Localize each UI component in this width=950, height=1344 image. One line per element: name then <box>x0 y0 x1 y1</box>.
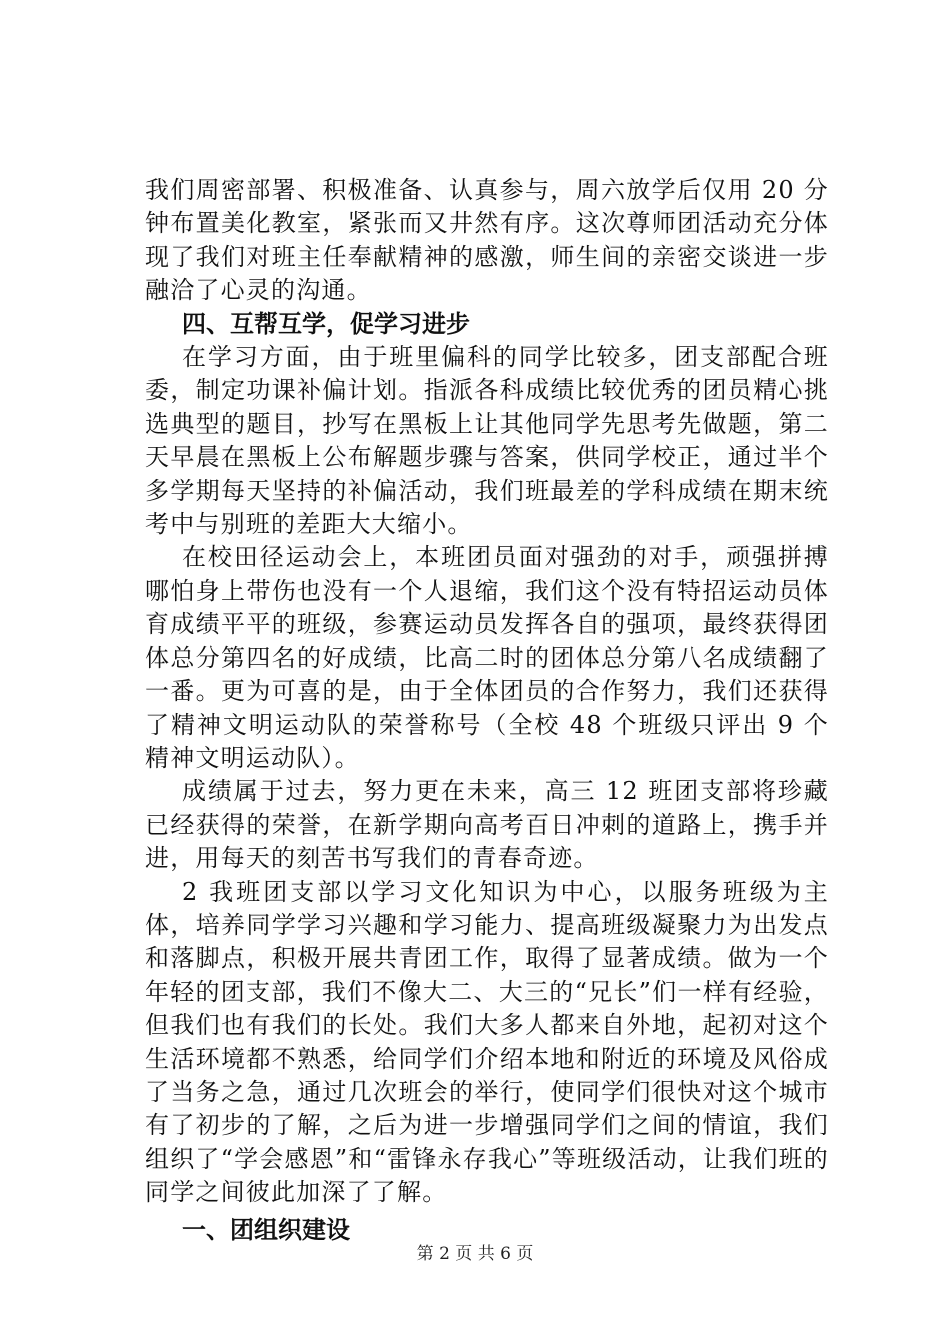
section-heading: 一、团组织建设 <box>182 1215 350 1244</box>
page-footer: 第 2 页 共 6 页 <box>416 1244 534 1264</box>
body-paragraph: 在校田径运动会上，本班团员面对强劲的对手，顽强拼搏哪怕身上带伤也没有一个人退缩，我们这个没有特招运动员体育成绩平平的班级，参赛运动员发挥各自的强项，最终获得团体总分第四名的好成绩，比高二时的团体总分第八名成绩翻了一番。更为可喜的是，由于全体团员的合作努力，我们还获得了精神文明运动队的荣誉称号（全校 48 个班级只评出 9 个精神文明运动队）。 <box>145 543 829 772</box>
body-paragraph: 我们周密部署、积极准备、认真参与，周六放学后仅用 20 分钟布置美化教室，紧张而又井然有序。这次尊师团活动充分体现了我们对班主任奉献精神的感激，师生间的亲密交谈进一步融洽了心灵的沟通。 <box>145 176 829 305</box>
body-paragraph: 成绩属于过去，努力更在未来，高三 12 班团支部将珍藏已经获得的荣誉，在新学期向高考百日冲刺的道路上，携手并进，用每天的刻苦书写我们的青春奇迹。 <box>145 777 829 873</box>
document-body <box>145 174 829 1247</box>
body-paragraph: 在学习方面，由于班里偏科的同学比较多，团支部配合班委，制定功课补偏计划。指派各科成绩比较优秀的团员精心挑选典型的题目，抄写在黑板上让其他同学先思考先做题，第二天早晨在黑板上公布解题步骤与答案，供同学校正，通过半个多学期每天坚持的补偏活动，我们班最差的学科成绩在期末统考中与别班的差距大大缩小。 <box>145 343 829 539</box>
body-paragraph: 2 我班团支部以学习文化知识为中心，以服务班级为主体，培养同学学习兴趣和学习能力、提高班级凝聚力为出发点和落脚点，积极开展共青团工作，取得了显著成绩。做为一个年轻的团支部，我们不像大二、大三的“兄长”们一样有经验，但我们也有我们的长处。我们大多人都来自外地，起初对这个生活环境都不熟悉，给同学们介绍本地和附近的环境及风俗成了当务之急，通过几次班会的举行，使同学们很快对这个城市有了初步的了解，之后为进一步增强同学们之间的情谊，我们组织了“学会感恩”和“雷锋永存我心”等班级活动，让我们班的同学之间彼此加深了了解。 <box>145 877 829 1207</box>
section-heading: 四、互帮互学，促学习进步 <box>182 309 470 338</box>
